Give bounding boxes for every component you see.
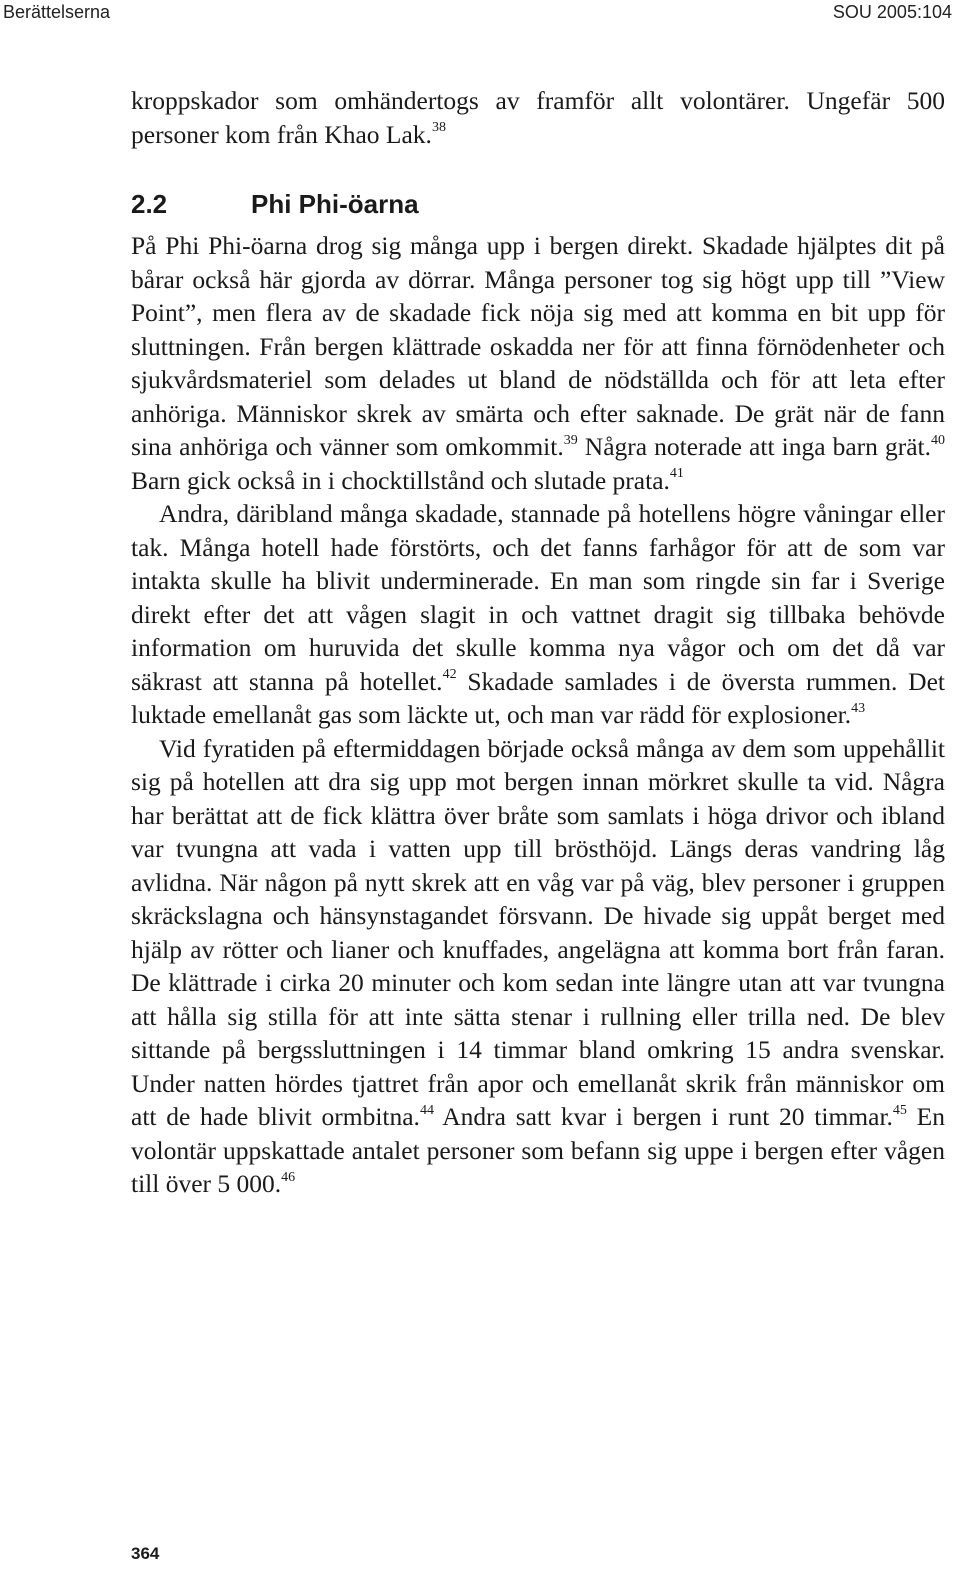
paragraph-text: Några noterade att inga barn grät. — [577, 432, 932, 461]
paragraph-text: Barn gick också in i chocktillstånd och slutade prata. — [131, 465, 670, 495]
running-header — [0, 0, 960, 28]
footnote-ref: 45 — [892, 1102, 907, 1118]
paragraph-3 — [131, 732, 945, 1201]
paragraph-text: Andra satt kvar i bergen i runt 20 timmar. — [433, 1102, 893, 1131]
paragraph-2 — [131, 497, 945, 732]
header-report-id: SOU 2005:104 — [832, 2, 952, 22]
paragraph-1 — [131, 229, 945, 497]
page-body — [131, 84, 945, 1201]
footnote-ref: 41 — [669, 466, 684, 481]
paragraph-text: Andra, däribland många skadade, stannade på hotellens högre våningar eller tak. Många hotell hade förstörts, och det fanns farhågor för att de som var intakta skulle ha blivit underminerade. En man som ringde sin far i Sverige direkt efter det att vågen slagit in och vattnet dragit sig tillbaka behövde information om huruvida det skulle komma nya vågor och om det då var säkrast att stanna på hotellet. — [131, 499, 945, 696]
section-heading — [131, 189, 945, 219]
page-number: 364 — [131, 1544, 160, 1563]
footnote-ref: 40 — [931, 432, 946, 448]
footnote-ref: 38 — [431, 120, 446, 135]
footnote-ref: 42 — [442, 667, 457, 682]
footnote-ref: 43 — [851, 700, 866, 716]
paragraph-text: En volontär uppskattade antalet personer som befann sig uppe i bergen efter vågen till över 5 000. — [131, 1102, 945, 1198]
intro-paragraph — [131, 84, 945, 151]
header-chapter-title: Berättelserna — [3, 2, 111, 22]
footnote-ref: 46 — [281, 1169, 296, 1185]
paragraph-text: Vid fyratiden på eftermiddagen började också många av dem som uppehållit sig på hotellen att dra sig upp mot bergen innan mörkret skulle ta vid. Några har berättat att de fick klättra över bråte som samlats i höga drivor och ibland var tvungna att vada i vatten upp till brösthöjd. Längs deras vandring låg avlidna. När någon på nytt skrek att en våg var på väg, blev personer i gruppen skräckslagna och hänsynstagandet försvann. De hivade sig uppåt berget med hjälp av rötter och lianer och knuffades, angelägna att komma bort från faran. De klättrade i cirka 20 minuter och kom sedan inte längre utan att var tvungna att hålla sig stilla för att inte sätta stenar i rullning eller trilla ned. De blev sittande på bergssluttningen i 14 timmar bland omkring 15 andra svenskar. Under natten hördes tjattret från apor och emellanåt skrik från människor om att de hade blivit ormbitna. — [131, 733, 945, 1131]
intro-text: kroppskador som omhändertogs av framför allt volontärer. Ungefär 500 personer kom från Khao Lak. — [131, 86, 945, 149]
section-number: 2.2 — [131, 189, 168, 219]
paragraph-text: På Phi Phi-öarna drog sig många upp i bergen direkt. Skadade hjälptes dit på bårar också här gjorda av dörrar. Många personer tog sig högt upp till ”View Point”, men flera av de skadade fick nöja sig med att komma en bit upp för sluttningen. Från bergen klättrade oskadda ner för att finna förnödenheter och sjukvårdsmateriel som delades ut bland de nödställda och för att leta efter anhöriga. Människor skrek av smärta och efter saknade. De grät när de fann sina anhöriga och vänner som omkommit. — [131, 231, 945, 461]
footnote-ref: 39 — [563, 432, 578, 448]
section-title: Phi Phi-öarna — [251, 189, 419, 219]
paragraph-text: Skadade samlades i de översta rummen. Det luktade emellanåt gas som läckte ut, och man var rädd för explosioner. — [131, 666, 945, 729]
footnote-ref: 44 — [419, 1102, 434, 1118]
